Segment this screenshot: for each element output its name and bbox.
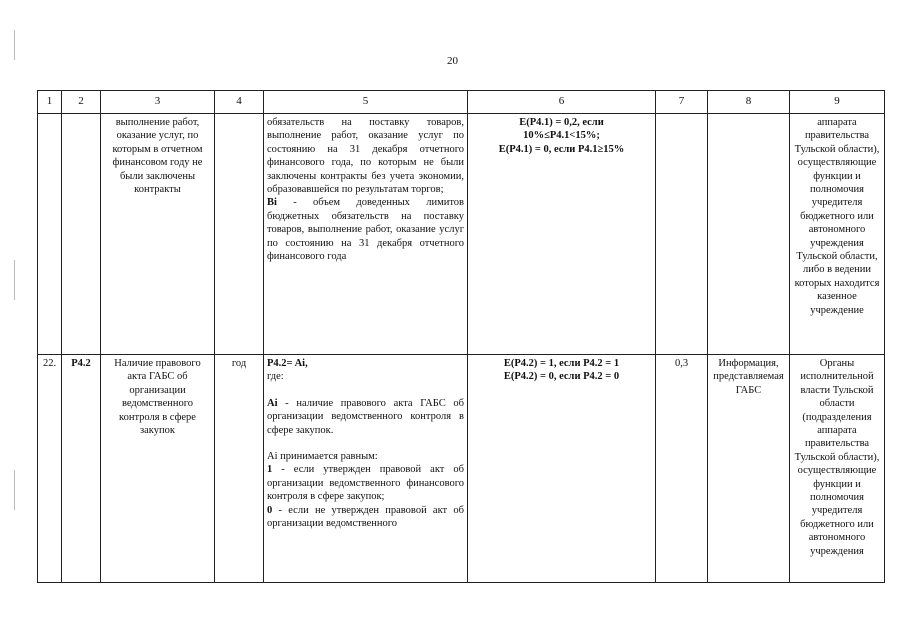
eval-line: E(P4.1) = 0, если P4.1≥15%	[498, 143, 625, 155]
formula-paragraph	[267, 463, 464, 503]
evaluation-cont	[468, 114, 656, 355]
row-number: 22.	[38, 355, 62, 583]
cell-empty	[38, 114, 62, 355]
indicator-name: Наличие правового акта ГАБС об организации ведомственного контроля в сфере закупок	[101, 355, 215, 583]
eval-line: E(P4.2) = 0, если P4.2 = 0	[503, 371, 620, 383]
formula-paragraph	[267, 504, 464, 531]
scan-artifact	[14, 260, 15, 300]
formula-paragraph: обязательств на поставку товаров, выполнение работ, оказание услуг по состоянию на 31 декабря отчетного финансового года, по которым не были заключены контракты без учета экономии, образовавшейся по результатам торгов;	[267, 117, 464, 196]
eval-line: E(P4.2) = 1, если P4.2 = 1	[503, 358, 620, 369]
term-ai-definition: - наличие правового акта ГАБС об организации ведомственного контроля в сфере закупок.	[267, 397, 464, 436]
scan-artifact	[14, 470, 15, 510]
table-row-continuation	[38, 114, 885, 355]
header-cell: 2	[62, 91, 101, 114]
unit: год	[215, 355, 264, 583]
formula-description	[264, 355, 468, 583]
header-cell: 1	[38, 91, 62, 114]
header-cell: 6	[468, 91, 656, 114]
scan-artifact	[14, 30, 15, 60]
term-bi: Bi	[267, 197, 277, 209]
eval-line: 10%≤P4.1<15%;	[523, 130, 600, 142]
header-cell: 3	[101, 91, 215, 114]
term-bi-definition: - объем доведенных лимитов бюджетных обязательств на поставку товаров, выполнение работ, оказание услуг по состоянию на 31 декабря отчетного финансового года	[267, 197, 464, 263]
cell-empty	[215, 114, 264, 355]
header-cell: 5	[264, 91, 468, 114]
term-zero-definition: - если не утвержден правовой акт об организации ведомственного	[267, 504, 464, 530]
weight: 0,3	[656, 355, 708, 583]
indicator-code: P4.2	[62, 355, 101, 583]
formula-paragraph: Ai принимается равным:	[267, 451, 378, 463]
indicator-name-cont: выполнение работ, оказание услуг, по которым в отчетном финансовом году не были заключены контракты	[101, 114, 215, 355]
responsible: Органы исполнительной власти Тульской области (подразделения аппарата правительства Тульской области), осуществляющие функции и полномочия учредителя бюджетного или автономного учреждения	[790, 355, 885, 583]
where-label: где:	[267, 371, 284, 383]
header-cell: 7	[656, 91, 708, 114]
formula: P4.2= Ai,	[267, 358, 308, 369]
term-ai: Ai	[267, 397, 278, 409]
eval-line: E(P4.1) = 0,2, если	[519, 117, 604, 128]
term-one-definition: - если утвержден правовой акт об организации ведомственного финансового контроля в сфере закупок;	[267, 464, 464, 503]
formula-paragraph	[267, 397, 464, 437]
header-row	[38, 91, 885, 114]
term-one: 1	[267, 464, 273, 476]
cell-empty	[656, 114, 708, 355]
header-cell: 4	[215, 91, 264, 114]
cell-empty	[62, 114, 101, 355]
term-zero: 0	[267, 504, 273, 516]
indicator-table	[37, 90, 885, 583]
cell-empty	[708, 114, 790, 355]
evaluation	[468, 355, 656, 583]
page-number: 20	[447, 55, 458, 67]
formula-description-cont	[264, 114, 468, 355]
responsible-cont: аппарата правительства Тульской области), осуществляющие функции и полномочия учредителя бюджетного или автономного учреждения Тульской области, либо в ведении которых находится казенное учреждение	[790, 114, 885, 355]
header-cell: 8	[708, 91, 790, 114]
table-row-22	[38, 355, 885, 583]
header-cell: 9	[790, 91, 885, 114]
data-source: Информация, представляемая ГАБС	[708, 355, 790, 583]
formula-paragraph	[267, 196, 464, 263]
